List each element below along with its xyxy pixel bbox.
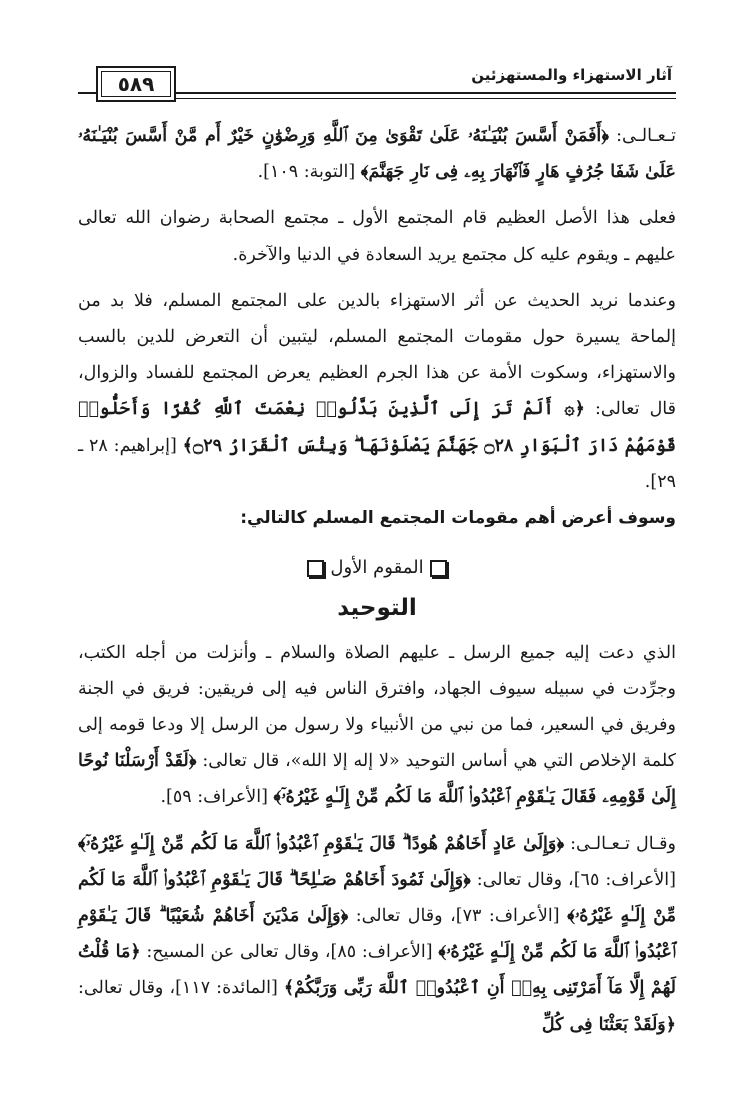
- header-rule-thin: [176, 98, 676, 99]
- quran-verse: ﴿لَقَدْ أَرْسَلْنَا نُوحًا إِلَىٰ قَوْمِهِۦ فَقَالَ يَـٰقَوْمِ ٱعْبُدُوا۟ ٱللَّهَ مَا لَكُم مِّنْ إِلَـٰهٍ غَيْرُهُۥٓ﴾: [78, 751, 676, 808]
- square-bullet-icon: [307, 560, 324, 577]
- text: وقـال تـعـالـى:: [564, 833, 676, 854]
- page-number-box: [96, 66, 176, 102]
- page-body: [78, 118, 676, 1043]
- paragraph-2: فعلى هذا الأصل العظيم قام المجتمع الأول ـ مجتمع الصحابة رضوان الله تعالى عليهم ـ ويقوم عليه كل مجتمع يريد السعادة في الدنيا والآخرة.: [78, 208, 676, 265]
- paragraph-6: [78, 826, 676, 1043]
- square-bullet-icon: [430, 560, 447, 577]
- page-number: ٥٨٩: [117, 72, 155, 96]
- quran-verse: ﴿وَإِلَىٰ مَدْيَنَ أَخَاهُمْ شُعَيْبًا ۗ قَالَ يَـٰقَوْمِ ٱعْبُدُوا۟ ٱللَّهَ مَا لَكُم مِّنْ إِلَـٰهٍ غَيْرُهُۥ﴾: [78, 906, 676, 963]
- header-rule: [176, 92, 676, 94]
- citation: [إبراهيم: ٢٨ ـ ٢٩].: [78, 435, 676, 492]
- quran-verse: ﴿۞ أَلَمْ تَرَ إِلَى ٱلَّذِينَ بَدَّلُوا۟ نِعْمَتَ ٱللَّهِ كُفْرًا وَأَحَلُّوا۟ قَوْمَهُمْ دَارَ ٱلْبَوَارِ ۝٢٨ جَهَنَّمَ يَصْلَوْنَهَا ۖ وَبِئْسَ ٱلْقَرَارُ ۝٢٩﴾: [78, 399, 676, 456]
- quran-verse: ﴿أَفَمَنْ أَسَّسَ بُنْيَـٰنَهُۥ عَلَىٰ تَقْوَىٰ مِنَ ٱللَّهِ وَرِضْوَٰنٍ خَيْرٌ أَم مَّنْ أَسَّسَ بُنْيَـٰنَهُۥ عَلَىٰ شَفَا جُرُفٍ هَارٍ فَٱنْهَارَ بِهِۦ فِى نَارِ جَهَنَّمَ﴾: [78, 126, 676, 183]
- paragraph-5: [78, 635, 676, 816]
- paragraph-4: وسوف أعرض أهم مقومات المجتمع المسلم كالتالي:: [240, 508, 676, 529]
- text: تـعـالـى:: [609, 126, 676, 146]
- citation: [التوبة: ١٠٩].: [257, 162, 361, 183]
- citation: [الأعراف: ٧٣]، وقال تعالى:: [348, 906, 568, 927]
- text: وعندما نريد الحديث عن أثر الاستهزاء بالدين على المجتمع المسلم، فلا بد من إلماحة يسيرة حول مقومات المجتمع المسلم، ليتبين أن التعرض للدين بالسب والاستهزاء، وسكوت الأمة عن هذا الجرم العظيم يعرض المجتمع للفساد والزوال، قال تعالى:: [78, 290, 676, 420]
- quran-verse: ﴿وَإِلَىٰ عَادٍ أَخَاهُمْ هُودًا ۗ قَالَ يَـٰقَوْمِ ٱعْبُدُوا۟ ٱللَّهَ مَا لَكُم مِّنْ إِلَـٰهٍ غَيْرُهُۥٓ﴾: [78, 833, 565, 854]
- quran-verse: ﴿مَا قُلْتُ لَهُمْ إِلَّا مَآ أَمَرْتَنِى بِهِۦٓ أَنِ ٱعْبُدُوا۟ ٱللَّهَ رَبِّى وَرَبَّكُمْ﴾: [78, 942, 676, 999]
- header-rule-left: [78, 92, 96, 94]
- quran-verse: ﴿وَإِلَىٰ ثَمُودَ أَخَاهُمْ صَـٰلِحًا ۗ قَالَ يَـٰقَوْمِ ٱعْبُدُوا۟ ٱللَّهَ مَا لَكُم مِّنْ إِلَـٰهٍ غَيْرُهُۥ﴾: [78, 869, 676, 927]
- section-title: التوحيد: [337, 595, 417, 622]
- paragraph-3: [78, 283, 676, 500]
- page-header: [78, 62, 676, 108]
- quran-verse: ﴿وَلَقَدْ بَعَثْنَا فِى كُلِّ: [541, 1014, 676, 1035]
- citation: [الأعراف: ٦٥]، وقال تعالى:: [470, 869, 677, 890]
- citation: [الأعراف: ٨٥]، وقال تعالى عن المسيح:: [140, 942, 439, 963]
- citation: [الأعراف: ٥٩].: [160, 787, 274, 808]
- citation: [المائدة: ١١٧]، وقال تعالى:: [78, 978, 284, 999]
- section-subheading: [78, 550, 676, 586]
- paragraph-1: [78, 118, 676, 190]
- text: الذي دعت إليه جميع الرسل ـ عليهم الصلاة والسلام ـ وأنزلت من أجله الكتب، وجرِّدت في سبيله سيوف الجهاد، وافترق الناس فيه إلى فريقين: فريق في الجنة وفريق في السعير، فما من نبي من الأنبياء ولا رسول من الرسل إلا ودعا قومه إلى كلمة الإخلاص التي هي أساس التوحيد «لا إله إلا الله»، قال تعالى:: [78, 642, 676, 772]
- subheading-text: المقوم الأول: [330, 557, 424, 579]
- running-title: آثار الاستهزاء والمستهزئين: [471, 66, 672, 84]
